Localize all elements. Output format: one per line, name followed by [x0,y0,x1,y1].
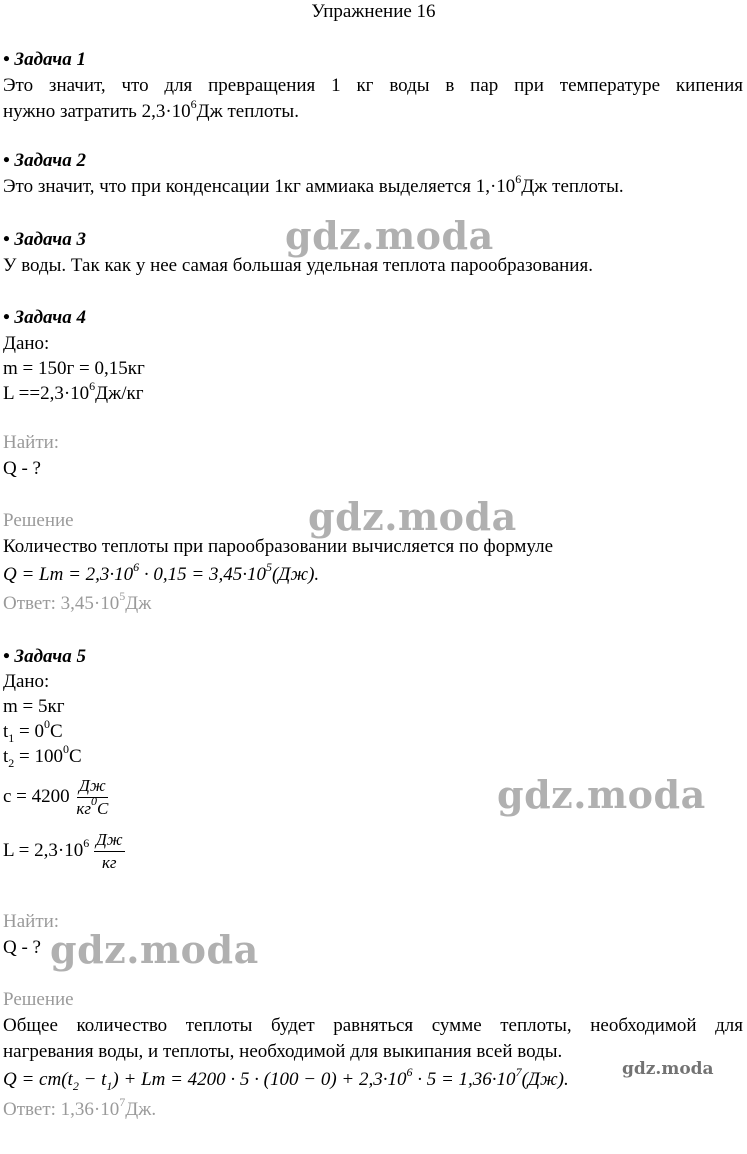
task5-t1-unit: C [50,721,63,742]
task5-given-t2 [3,741,82,770]
task4-formula [3,559,320,588]
task5-solution-line2: нагревания воды, и теплоты, необходимой для выкипания всей воды. [3,1041,563,1062]
task5-formula-exponent: 6 [406,1064,413,1079]
task5-c-den-degree: 0 [91,794,97,809]
task5-L-exponent: 6 [83,835,90,850]
task5-formula-index: 1 [106,1078,113,1093]
bullet: • [3,646,10,667]
task5-given-t1 [3,716,63,745]
task5-t1-degree: 0 [44,716,50,731]
task5-c-text: c = 4200 [3,786,70,807]
task5-t1-var: t [3,721,9,742]
task2-line [3,171,624,200]
watermark: gdz.moda [50,927,259,972]
task5-t2-index: 2 [8,755,15,770]
task4-formula-exponent: 6 [133,559,140,574]
task5-answer [3,1094,157,1123]
task1-line2 [3,96,299,125]
task5-c-numerator: Дж [77,775,108,798]
task5-t2-degree: 0 [63,741,69,756]
task5-formula-unit: (Дж). [521,1069,569,1090]
task5-formula-index: 2 [72,1078,79,1093]
bullet: • [3,49,10,70]
bullet: • [3,229,10,250]
task5-L-fraction [94,829,125,874]
task4-solution-label: Решение [3,510,74,531]
task4-given-heat [3,378,144,407]
task2-text: Это значит, что при конденсации 1кг аммиака выделяется 1,·10 [3,176,516,197]
task3-heading [3,227,86,253]
task1-heading-label: Задача 1 [14,49,86,70]
task5-heading [3,644,86,670]
task5-t1-index: 1 [8,730,15,745]
task1-exponent: 6 [190,96,197,111]
task5-formula-exponent: 7 [515,1064,522,1079]
task5-find: Q - ? [3,937,41,958]
task5-given-mass: m = 5кг [3,696,65,717]
task2-heading [3,148,86,174]
task1-line2-unit: Дж теплоты. [196,101,299,122]
watermark: gdz.moda [285,213,494,258]
task4-answer-text: Ответ: 3,45·10 [3,593,120,614]
task4-formula-start: Q = Lm = 2,3·10 [3,564,134,585]
task4-given-mass: m = 150г = 0,15кг [3,358,145,379]
task5-formula [3,1064,569,1093]
task4-answer [3,588,152,617]
task1-line1: Это значит, что для превращения 1 кг воды в пар при температуре кипения [3,75,743,96]
task4-formula-unit: (Дж). [271,564,320,585]
task3-heading-label: Задача 3 [14,229,86,250]
task5-solution-line1: Общее количество теплоты будет равняться сумме теплоты, необходимой для [3,1015,743,1036]
task5-formula-part: Q = cm(t [3,1069,73,1090]
task5-heading-label: Задача 5 [14,646,86,667]
bullet: • [3,307,10,328]
page-title: Упражнение 16 [311,1,436,22]
task5-given-label: Дано: [3,671,50,692]
task2-heading-label: Задача 2 [14,150,86,171]
task5-L-denominator: кг [101,853,117,873]
task2-unit: Дж теплоты. [521,176,624,197]
task5-given-L [3,826,125,876]
task5-L-numerator: Дж [94,829,125,852]
task5-formula-part: − t [78,1069,107,1090]
task4-heading-label: Задача 4 [14,307,86,328]
task4-find: Q - ? [3,458,41,479]
task5-answer-exponent: 7 [119,1094,126,1109]
task5-find-label: Найти: [3,911,60,932]
task5-c-fraction [74,775,110,820]
task5-answer-unit: Дж. [125,1099,157,1120]
task4-find-label: Найти: [3,432,60,453]
task5-L-text: L = 2,3·10 [3,840,84,861]
task5-c-den-c: C [97,799,109,819]
task5-formula-part: ) + Lm = 4200 · 5 · (100 − 0) + 2,3·10 [112,1069,407,1090]
task1-line2-text: нужно затратить 2,3·10 [3,101,191,122]
task5-solution-label: Решение [3,989,74,1010]
task5-c-den-kg: кг [76,799,91,819]
task3-line: У воды. Так как у нее самая большая удельная теплота парообразования. [3,255,593,276]
task4-formula-middle: · 0,15 = 3,45·10 [139,564,266,585]
task5-t2-unit: C [69,746,82,767]
task4-given-label: Дано: [3,333,50,354]
task5-formula-part: · 5 = 1,36·10 [412,1069,516,1090]
watermark: gdz.moda [308,494,517,539]
watermark: gdz.moda [622,1059,714,1079]
task4-heat-text: L ==2,3·10 [3,383,90,404]
task1-heading [3,47,86,73]
task5-t2-var: t [3,746,9,767]
task5-c-denominator [74,794,110,820]
task5-given-c [3,772,110,822]
task5-t1-value: = 0 [14,721,44,742]
task2-exponent: 6 [515,171,522,186]
task4-heat-unit: Дж/кг [95,383,144,404]
task4-heat-exponent: 6 [89,378,96,393]
task4-solution-text: Количество теплоты при парообразовании вычисляется по формуле [3,536,554,557]
watermark: gdz.moda [497,772,706,817]
task4-answer-exponent: 5 [119,588,126,603]
task5-t2-value: = 100 [14,746,63,767]
task4-heading [3,305,86,331]
task4-answer-unit: Дж [125,593,152,614]
task5-answer-text: Ответ: 1,36·10 [3,1099,120,1120]
bullet: • [3,150,10,171]
task4-formula-exponent: 5 [265,559,272,574]
